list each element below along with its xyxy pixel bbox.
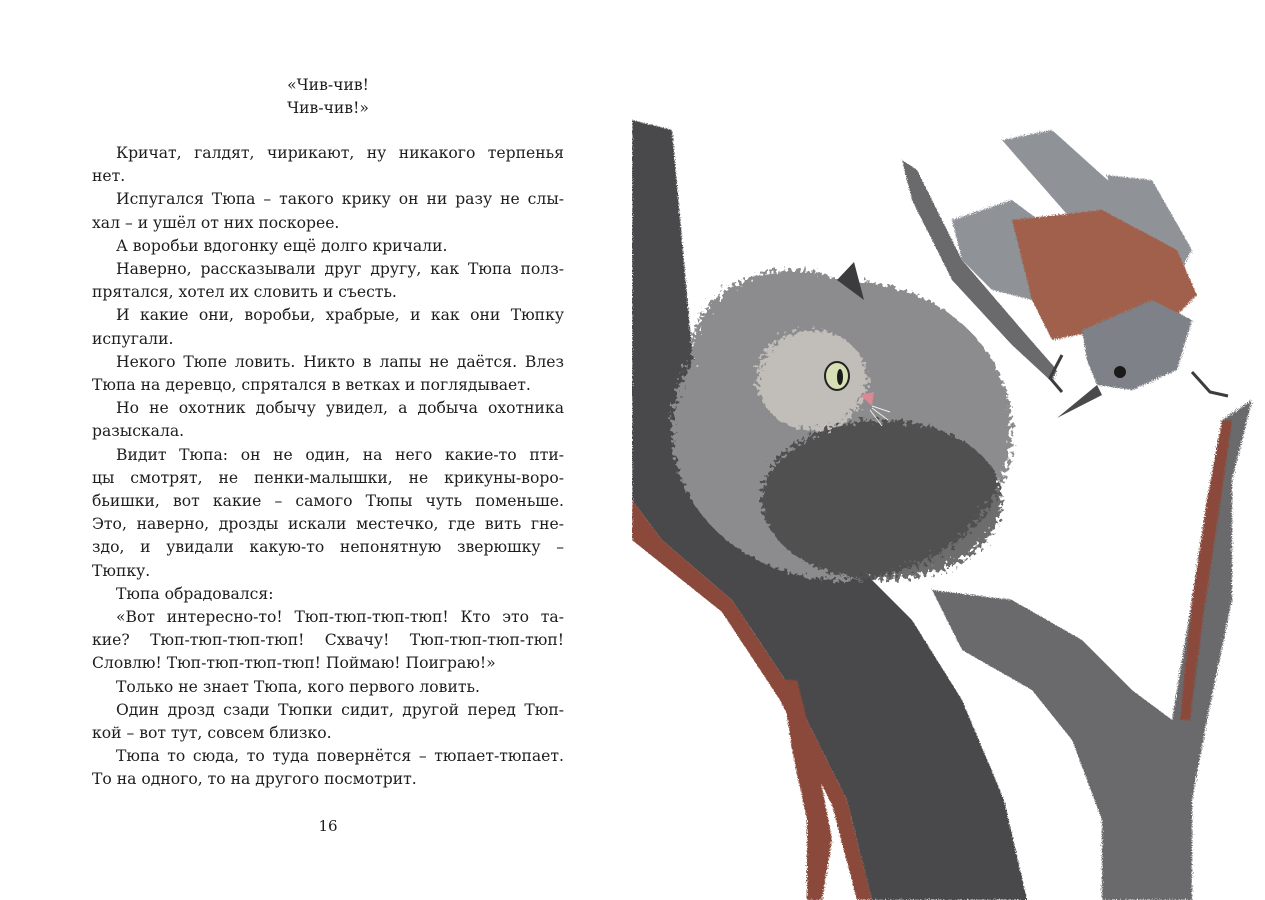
text-line: нет. bbox=[92, 167, 126, 186]
text-line: Словлю! Тюп-тюп-тюп-тюп! Поймаю! Поиграю!» bbox=[92, 654, 496, 673]
paragraph bbox=[92, 606, 564, 676]
paragraph bbox=[92, 699, 564, 745]
kitten bbox=[672, 262, 1012, 580]
text-line: И какие они, воробьи, храбрые, и как они Тюпку bbox=[116, 306, 564, 325]
text-line: Один дрозд сзади Тюпки сидит, другой перед Тюп- bbox=[116, 700, 564, 719]
page-number: 16 bbox=[318, 817, 338, 835]
text-line: Тюпку. bbox=[92, 561, 151, 580]
text-line: бьишки, вот какие – самого Тюпы чуть поменьше. bbox=[92, 492, 564, 511]
text-line: Тюпа то сюда, то туда повернётся – тюпает-тюпает. bbox=[116, 747, 564, 766]
illustration-kitten-and-thrush bbox=[632, 0, 1265, 900]
text-line: здо, и увидали какую-то непонятную зверюшку – bbox=[92, 538, 564, 557]
text-line: Кричат, галдят, чирикают, ну никакого терпенья bbox=[116, 144, 564, 162]
paragraph bbox=[92, 142, 564, 188]
text-line: кие? Тюп-тюп-тюп-тюп! Схвачу! Тюп-тюп-тюп-тюп! bbox=[92, 631, 564, 650]
paragraph bbox=[92, 258, 564, 304]
paragraph bbox=[92, 444, 564, 583]
text-line: Наверно, рассказывали друг другу, как Тюпа полз- bbox=[116, 260, 564, 279]
verse-block bbox=[92, 74, 564, 120]
text-line: Некого Тюпе ловить. Никто в лапы не даётся. Влез bbox=[116, 352, 564, 371]
paragraph bbox=[92, 235, 564, 258]
paragraph bbox=[92, 397, 564, 443]
text-line: прятался, хотел их словить и съесть. bbox=[92, 283, 397, 302]
text-page bbox=[0, 0, 632, 900]
text-line: Испугался Тюпа – такого крику он ни разу не слы- bbox=[116, 190, 564, 209]
paragraph bbox=[92, 304, 564, 350]
story-text bbox=[92, 142, 564, 792]
text-line: Тюпа обрадовался: bbox=[116, 584, 274, 603]
text-line: Это, наверно, дрозды искали местечко, где вить гне- bbox=[92, 515, 564, 534]
paragraph bbox=[92, 583, 564, 606]
illustration-drawing bbox=[632, 0, 1265, 900]
verse-line: Чив-чив!» bbox=[287, 99, 369, 117]
paragraph bbox=[92, 188, 564, 234]
text-line: Видит Тюпа: он не один, на него какие-то пти- bbox=[116, 445, 564, 464]
text-line: Но не охотник добычу увидел, а добыча охотника bbox=[116, 399, 564, 418]
paragraph bbox=[92, 351, 564, 397]
text-line: испугали. bbox=[92, 329, 174, 348]
paragraph bbox=[92, 745, 564, 791]
text-line: Только не знает Тюпа, кого первого ловить. bbox=[116, 677, 480, 696]
text-line: А воробьи вдогонку ещё долго кричали. bbox=[116, 236, 448, 255]
text-line: цы смотрят, не пенки-малышки, не крикуны-воро- bbox=[92, 468, 564, 487]
paragraph bbox=[92, 676, 564, 699]
text-line: разыскала. bbox=[92, 422, 185, 441]
verse-line: «Чив-чив! bbox=[287, 76, 369, 94]
text-line: То на одного, то на другого посмотрит. bbox=[92, 770, 417, 789]
text-line: Тюпа на деревцо, спрятался в ветках и поглядывает. bbox=[92, 376, 531, 395]
text-line: «Вот интересно-то! Тюп-тюп-тюп-тюп! Кто это та- bbox=[116, 608, 564, 627]
text-line: хал – и ушёл от них поскорее. bbox=[92, 213, 340, 232]
text-line: кой – вот тут, совсем близко. bbox=[92, 724, 332, 743]
